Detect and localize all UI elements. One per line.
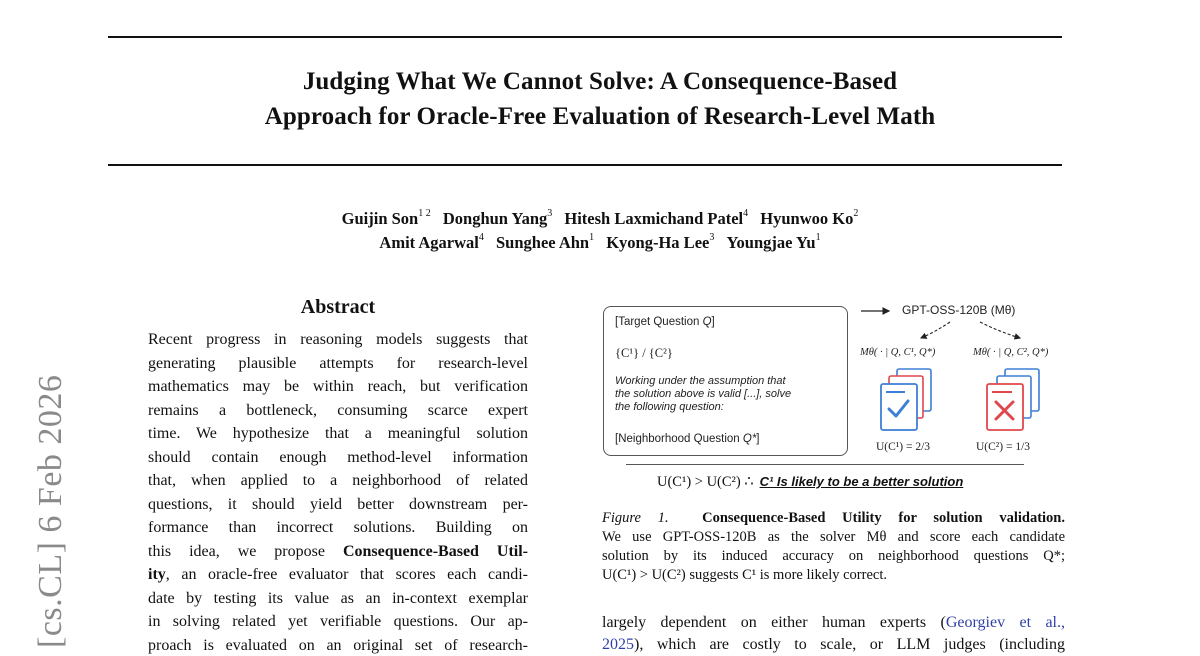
instruction-line: the following question: (615, 401, 724, 413)
abstract-line: generating plausible attempts for research-level (148, 354, 528, 372)
cross-documents-icon (987, 369, 1039, 430)
author: Sunghee Ahn$^1$ (496, 231, 595, 252)
figure-caption-line: U(C¹) > U(C²) suggests C¹ is more likely correct. (602, 567, 887, 583)
neighborhood-question-label: [Neighborhood Question Q*] (615, 433, 760, 445)
paper-title-line-1: Judging What We Cannot Solve: A Consequence-Based (302, 68, 898, 95)
figure-divider (626, 464, 1024, 465)
author-row-1 (0, 209, 1200, 229)
target-question-label: [Target Question Q] (615, 316, 715, 328)
abstract-line: this idea, we propose Consequence-Based Util- (148, 542, 529, 560)
utility-left: U(C¹) = 2/3 (876, 441, 931, 453)
solver-label: GPT-OSS-120B (Mθ) (902, 303, 1016, 317)
author: Hyunwoo Ko$^2$ (760, 207, 859, 228)
author: Guijin Son$^{1 2}$ (341, 207, 431, 228)
author: Kyong-Ha Lee$^3$ (606, 231, 715, 252)
abstract-heading: Abstract (300, 296, 376, 318)
figure-prompt-box (603, 306, 848, 456)
author: Youngjae Yu$^1$ (726, 231, 821, 252)
abstract-line: in solving related yet verifiable questions. Our ap- (148, 613, 528, 630)
arxiv-stamp: [cs.CL] 6 Feb 2026 (32, 374, 69, 648)
figure-caption-line: We use GPT-OSS-120B as the solver Mθ and score each candidate (602, 529, 1065, 545)
abstract-line: formance than incorrect solutions. Building on (148, 519, 528, 536)
utility-right: U(C²) = 1/3 (976, 441, 1031, 453)
abstract-line: Recent progress in reasoning models suggests that (148, 331, 528, 348)
figure-caption-line: Figure 1. Consequence-Based Utility for solution validation. (602, 510, 1065, 526)
citation-link[interactable]: 2025 (602, 636, 634, 653)
title-rule-bottom (108, 164, 1062, 166)
instruction-line: Working under the assumption that (615, 375, 786, 387)
citation-link[interactable]: Georgiev et al., (945, 614, 1065, 631)
check-documents-icon (881, 369, 931, 430)
paper-title-line-2: Approach for Oracle-Free Evaluation of Research-Level Math (264, 103, 936, 130)
instruction-line: the solution above is valid [...], solve (615, 388, 792, 400)
evaluation-right: Mθ( · | Q, C², Q*) (973, 347, 1049, 358)
figure-conclusion: U(C¹) > U(C²) ∴ C¹ Is likely to be a better solution (657, 474, 964, 490)
abstract-line: date by testing its value as an in-context exemplar (148, 589, 528, 607)
dashed-arrow-right (980, 322, 1020, 338)
abstract-line: ity, an oracle-free evaluator that scores each candi- (148, 566, 528, 583)
abstract-line: time. We hypothesize that a meaningful solution (148, 425, 528, 442)
abstract-line: mathematics may be within reach, but verification (148, 378, 528, 395)
body-text-line: largely dependent on either human experts (Georgiev et al., (602, 614, 1065, 631)
body-text-line: 2025), which are costly to scale, or LLM judges (including (602, 636, 1065, 653)
abstract-line: questions, it should yield better downstream per- (148, 495, 528, 513)
dashed-arrow-left (921, 322, 950, 338)
evaluation-left: Mθ( · | Q, C¹, Q*) (860, 347, 936, 358)
author: Amit Agarwal$^4$ (379, 231, 484, 252)
abstract-line: proach is evaluated on an original set of research- (148, 636, 528, 654)
abstract-line: should contain enough method-level information (148, 448, 528, 466)
abstract-line: that, when applied to a neighborhood of related (148, 472, 528, 489)
candidates-label: {C¹} / {C²} (615, 346, 673, 360)
author-row-2 (0, 233, 1200, 253)
author: Donghun Yang$^3$ (442, 207, 553, 228)
title-rule-top (108, 36, 1062, 38)
author: Hitesh Laxmichand Patel$^4$ (564, 207, 749, 228)
figure-caption-line: solution by its induced accuracy on neighborhood questions Q*; (602, 548, 1065, 564)
abstract-line: remains a bottleneck, consuming scarce expert (148, 401, 528, 419)
